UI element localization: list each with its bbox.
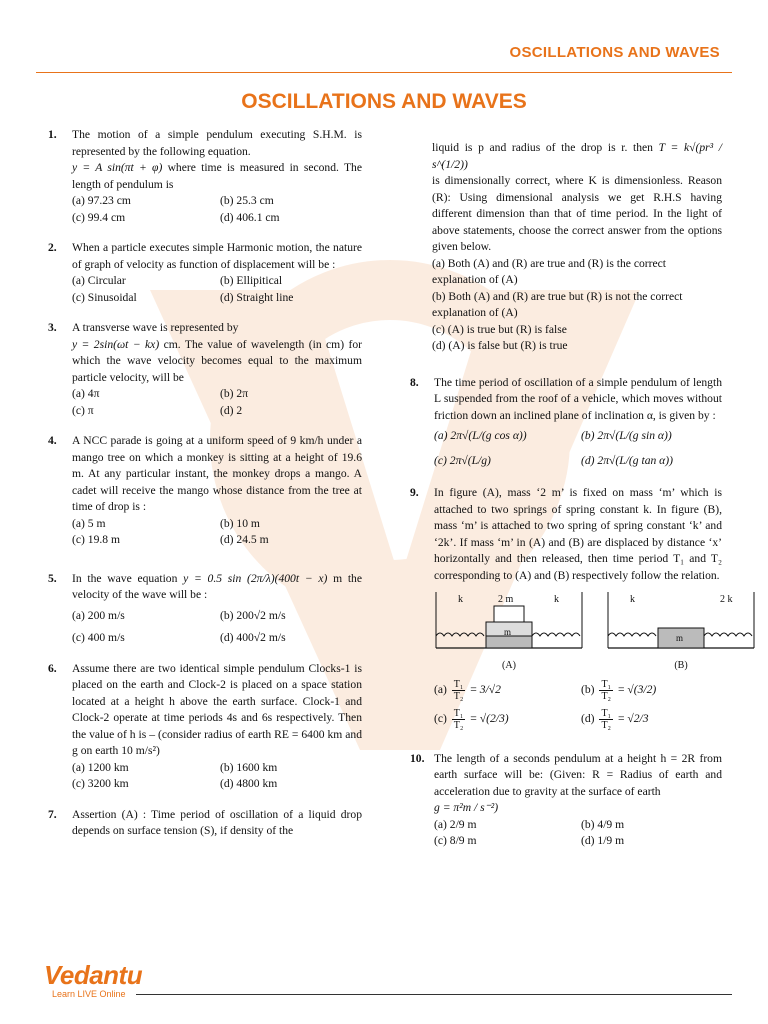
spring-constant-label: k [458, 594, 463, 605]
option-c[interactable]: (c) 3200 km [72, 777, 129, 790]
question-text: In figure (A), mass ‘2 m’ is fixed on mass ‘m’ which is attached to two springs of spring constant k. In figure (B), mass ‘m’ is attached to two spring of spring constant ‘k’ and ‘2k’. If mass ‘m’ in (A) and (B) are displaced by distance ‘x’ horizontally and then released, then time period T₁ and T₂ corresponding to (A) and (B) respectively follow the relation. [434, 486, 722, 582]
option-d[interactable]: (d) (A) is false but (R) is true [432, 339, 568, 352]
figure-label: (A) [502, 660, 516, 671]
question-text: The time period of oscillation of a simple pendulum of length L suspended from the roof of a vehicle, which moves without friction down an inclined plane of inclination α, is given by : [434, 375, 722, 422]
option-a[interactable]: (a) Both (A) and (R) are true and (R) is the correct explanation of (A) [432, 256, 667, 286]
question-text: The motion of a simple pendulum executing S.H.M. is represented by the following equation. [72, 128, 362, 158]
figure-a [434, 590, 584, 675]
question-number: 7. [48, 807, 57, 821]
option-d[interactable]: (d) 400√2 m/s [220, 631, 286, 644]
option-c[interactable]: (c) (A) is true but (R) is false [432, 322, 567, 336]
question-text-cont: is dimensionally correct, where K is dimensionless. Reason (R): Using dimensional analysis we get R.H.S having different dimension than that of time period. In the light of above statements, choose the correct answer from the options given below. [432, 174, 722, 253]
option-d[interactable]: (d) 2π√(L/(g tan α)) [581, 453, 673, 467]
option-a[interactable]: (a) 4π [72, 387, 100, 400]
option-c[interactable]: (c) 99.4 cm [72, 210, 126, 224]
option-c[interactable]: (c) 19.8 m [72, 533, 120, 546]
question-6 [48, 661, 362, 793]
left-column [48, 127, 362, 854]
option-prefix: (c) [434, 711, 447, 725]
header-divider [36, 72, 732, 73]
ratio-value: √(2/3) [479, 711, 509, 725]
option-a[interactable]: (a) 200 m/s [72, 608, 125, 622]
option-prefix: (d) [581, 711, 595, 725]
question-text: Assertion (A) : Time period of oscillation of a liquid drop depends on surface tension (S), if density of the [72, 807, 362, 837]
option-a[interactable]: (a) 2/9 m [434, 817, 477, 831]
mass-label: 2 m [498, 594, 514, 605]
ratio-fraction: $\frac{\text{T₁}}{\text{T₂}}$ [453, 707, 464, 731]
question-text: Assume there are two identical simple pendulum Clocks-1 is placed on the earth and Clock-2 is placed on a space station located at a height h above the earth surface. Clock-1 and Clock-2 operate at time periods 4s and 6s respectively. Then the value of h is – (consider radius of earth RE = 6400 km and g on earth 10 m/s²) [72, 661, 362, 757]
question-10 [410, 751, 722, 850]
option-b[interactable]: (b) 2π [220, 387, 249, 400]
options [72, 760, 362, 793]
ratio-fraction: $\frac{\text{T₁}}{\text{T₂}}$ [601, 707, 612, 731]
options [72, 386, 362, 419]
option-c[interactable]: (c) 8/9 m [434, 834, 477, 847]
question-number: 8. [410, 375, 419, 389]
option-a[interactable]: (a) 1200 km [72, 760, 129, 774]
question-number: 5. [48, 571, 57, 585]
option-d[interactable]: (d) $\frac{\text{T₁}}{\text{T₂}}$ = √2/3 [581, 707, 649, 731]
ratio-value: √(3/2) [627, 682, 657, 696]
question-3 [48, 320, 362, 419]
spring-constant-label: k [554, 594, 559, 605]
question-number: 10. [410, 751, 425, 765]
option-b[interactable]: (b) Ellipitical [220, 274, 283, 287]
figure-b-diagram [606, 590, 756, 658]
figure-label: (B) [674, 660, 688, 671]
question-7 [48, 807, 362, 840]
option-prefix: (b) [581, 682, 595, 696]
option-a[interactable]: (a) 97.23 cm [72, 194, 131, 207]
option-a[interactable]: (a) 5 m [72, 516, 106, 530]
question-text: liquid is p and radius of the drop is r. then [432, 141, 653, 154]
question-7-continued [410, 140, 722, 355]
spring-constant-label: 2 k [720, 594, 733, 605]
ratio-value: 3/√2 [479, 682, 501, 696]
question-9 [410, 485, 733, 731]
question-4 [48, 433, 362, 549]
options [72, 608, 362, 647]
option-prefix: (a) [434, 682, 447, 696]
option-b[interactable]: (b) 200√2 m/s [220, 608, 286, 622]
option-b[interactable]: (b) 4/9 m [581, 817, 625, 831]
options [434, 817, 722, 850]
question-text: A transverse wave is represented by [72, 321, 239, 334]
brand-tagline: Learn LIVE Online [52, 989, 126, 999]
question-text: In the wave equation [72, 571, 178, 585]
options [72, 273, 362, 306]
question-number: 3. [48, 321, 57, 334]
figure-b [606, 590, 756, 675]
question-text: The length of a seconds pendulum at a height h = 2R from earth surface will be: (Given: R = Radius of earth and acceleration due to gravity at the surface of earth [434, 751, 722, 798]
equation: T = k√(pr³ / s^(1/2)) [432, 141, 723, 171]
option-a[interactable]: (a) 2π√(L/(g cos α)) [434, 429, 527, 442]
question-text-cont: m the velocity of the wave will be : [72, 571, 362, 601]
question-8 [410, 375, 722, 470]
mass-label: m [676, 633, 684, 643]
footer-divider [136, 994, 732, 995]
question-text: When a particle executes simple Harmonic motion, the nature of graph of velocity as function of displacement will be : [72, 241, 362, 271]
option-c[interactable]: (c) 2π√(L/g) [434, 453, 491, 467]
options [72, 516, 362, 549]
spring-figures [434, 590, 733, 675]
option-b[interactable]: (b) Both (A) and (R) are true but (R) is not the correct explanation of (A) [432, 289, 683, 319]
mass-label: m [504, 627, 512, 637]
question-number: 6. [48, 661, 57, 675]
spring-constant-label: k [630, 594, 635, 605]
option-c[interactable]: (c) Sinusoidal [72, 290, 137, 304]
option-a[interactable]: (a) $\frac{\text{T₁}}{\text{T₂}}$ = 3/√2 [434, 678, 501, 702]
option-a[interactable]: (a) Circular [72, 274, 126, 287]
equation: g = π²m / s⁻²) [434, 801, 499, 814]
option-c[interactable]: (c) $\frac{\text{T₁}}{\text{T₂}}$ = √(2/3) [434, 707, 509, 731]
option-b[interactable]: (b) 25.3 cm [220, 194, 274, 207]
ratio-fraction: $\frac{\text{T₁}}{\text{T₂}}$ [453, 678, 464, 702]
question-number: 1. [48, 128, 57, 141]
question-5 [48, 571, 362, 647]
option-c[interactable]: (c) 400 m/s [72, 631, 125, 644]
question-1 [48, 127, 362, 226]
option-c[interactable]: (c) π [72, 403, 94, 417]
option-d[interactable]: (d) 1/9 m [581, 834, 625, 847]
equation: y = 0.5 sin (2π/λ)(400t − x) [183, 571, 328, 585]
option-b[interactable]: (b) 1600 km [220, 760, 278, 774]
equation: y = A sin(πt + φ) [72, 161, 163, 174]
option-d[interactable]: (d) Straight line [220, 290, 294, 304]
option-d[interactable]: (d) 4800 km [220, 777, 278, 790]
brand-logo[interactable] [44, 960, 142, 999]
options [432, 256, 722, 355]
ratio-fraction: $\frac{\text{T₁}}{\text{T₂}}$ [601, 678, 612, 702]
option-b[interactable]: (b) $\frac{\text{T₁}}{\text{T₂}}$ = √(3/2) [581, 678, 657, 702]
equation: y = 2sin(ωt − kx) [72, 337, 160, 351]
running-header: OSCILLATIONS AND WAVES [509, 44, 720, 61]
question-number: 4. [48, 434, 57, 447]
option-b[interactable]: (b) 2π√(L/(g sin α)) [581, 429, 672, 442]
option-d[interactable]: (d) 2 [220, 403, 243, 417]
question-number: 9. [410, 486, 419, 499]
question-number: 2. [48, 241, 57, 254]
options [434, 679, 722, 731]
right-column [410, 140, 733, 864]
brand-name: Vedantu [44, 960, 143, 990]
options [434, 428, 722, 469]
page-title: OSCILLATIONS AND WAVES [241, 90, 527, 113]
question-text: A NCC parade is going at a uniform speed of 9 km/h under a mango tree on which a monkey is sitting at a height of 19.6 m. At any particular instant, the monkey drops a mango. A cadet will receive the mango whose distance from the tree at time of drop is : [72, 434, 362, 513]
option-d[interactable]: (d) 24.5 m [220, 533, 269, 546]
question-2 [48, 240, 362, 306]
ratio-value: √2/3 [627, 711, 649, 725]
options [72, 193, 362, 226]
question-text-cont: cm. The value of wavelength (in cm) for which the wave velocity becomes equal to the maximum particle velocity, will be [72, 337, 362, 384]
option-b[interactable]: (b) 10 m [220, 516, 260, 530]
question-text-cont: where time is measured in second. The length of pendulum is [72, 161, 362, 191]
option-d[interactable]: (d) 406.1 cm [220, 210, 280, 224]
